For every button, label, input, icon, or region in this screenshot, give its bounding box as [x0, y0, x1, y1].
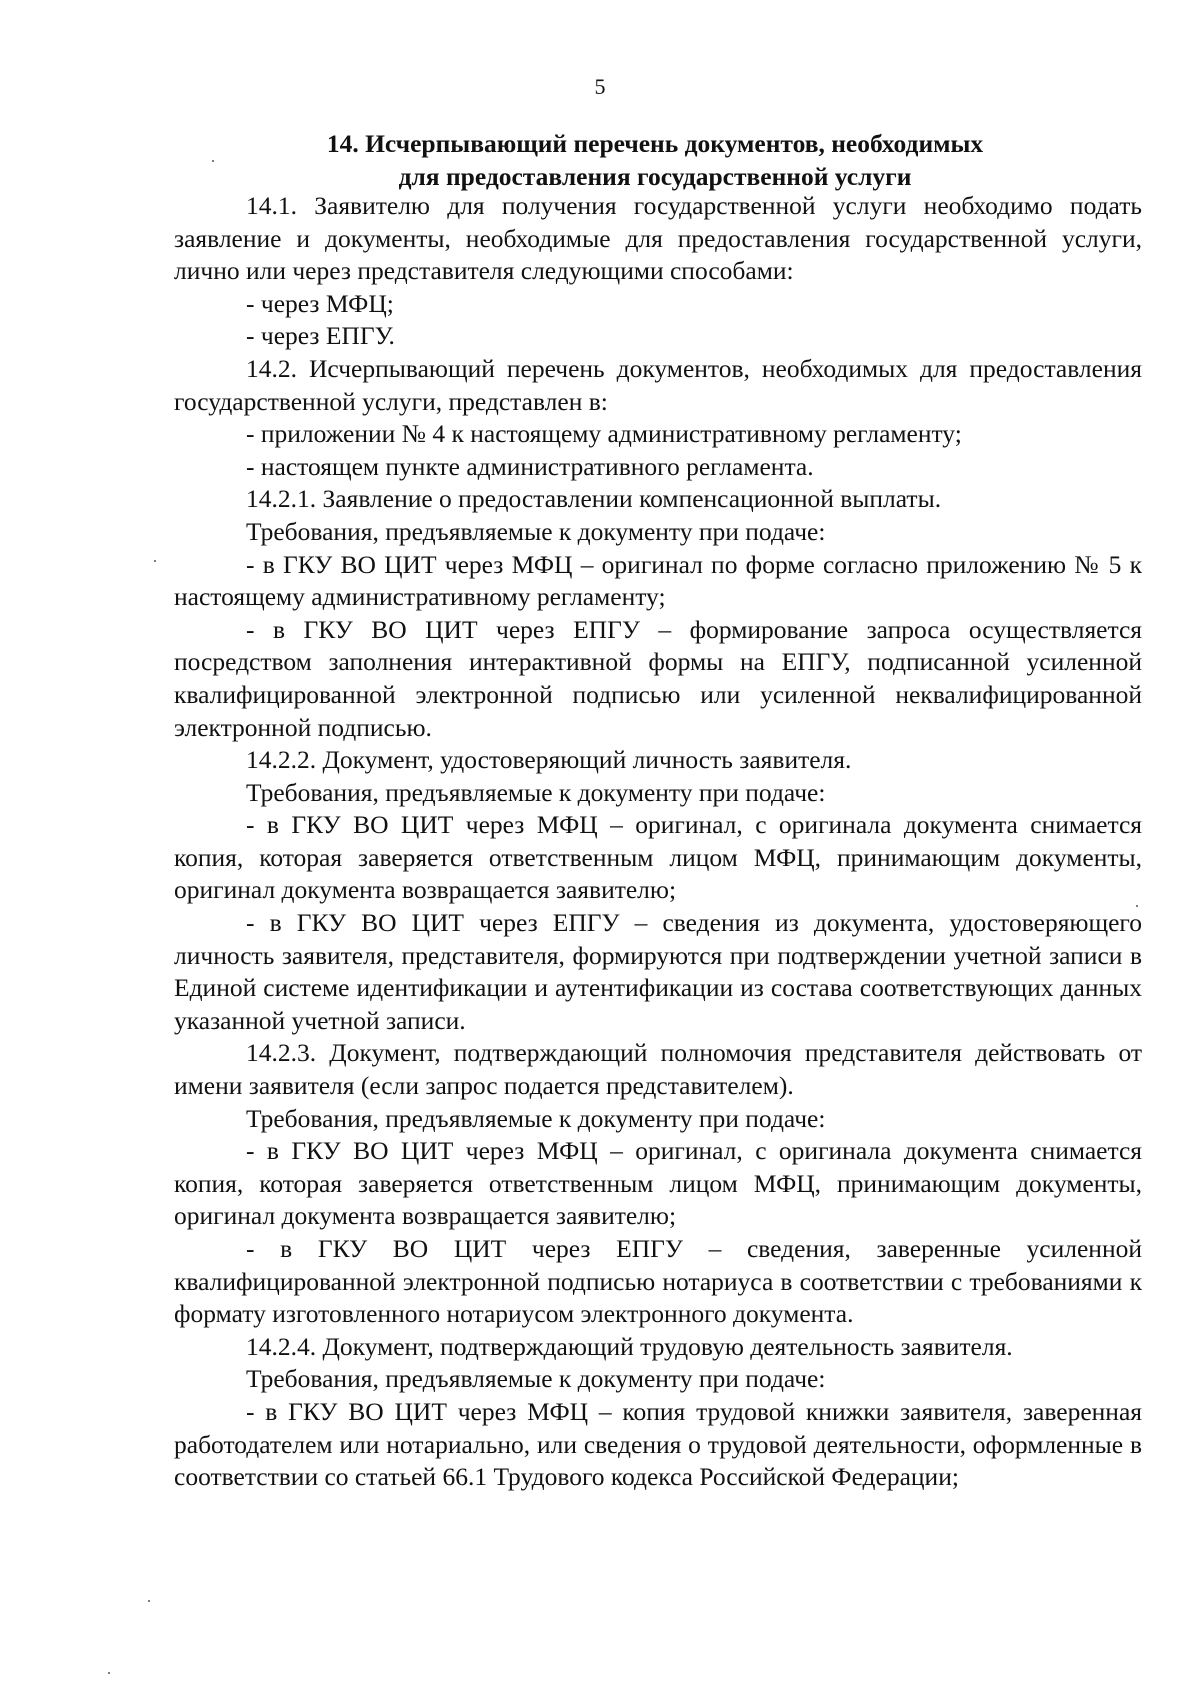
- list-item: - в ГКУ ВО ЦИТ через МФЦ – оригинал по форме согласно приложению № 5 к настоящему административному регламенту;: [174, 549, 1142, 612]
- subsection-title: 14.2.3. Документ, подтверждающий полномочия представителя действовать от имени заявителя (если запрос подается представителем).: [174, 1038, 1142, 1101]
- list-item: - через ЕПГУ.: [246, 321, 395, 351]
- requirements-intro: Требования, предъявляемые к документу при подаче:: [246, 1364, 826, 1394]
- list-item: - настоящем пункте административного регламента.: [246, 451, 814, 481]
- list-item: - в ГКУ ВО ЦИТ через МФЦ – оригинал, с оригинала документа снимается копия, которая заверяется ответственным лицом МФЦ, принимающим документы, оригинал документа возвращается заявителю;: [174, 810, 1142, 905]
- paragraph: 14.1. Заявителю для получения государственной услуги необходимо подать заявление и документы, необходимые для предоставления государственной услуги, лично или через представителя следующими способами:: [174, 191, 1142, 286]
- list-item: - приложении № 4 к настоящему административному регламенту;: [246, 419, 962, 449]
- scan-speck: [108, 1672, 110, 1674]
- scan-speck: [154, 560, 156, 562]
- scan-speck: [212, 160, 214, 162]
- scan-speck: [1136, 905, 1138, 907]
- list-item: - через МФЦ;: [246, 288, 394, 318]
- document-body: [174, 190, 1142, 1494]
- paragraph: 14.2. Исчерпывающий перечень документов, необходимых для предоставления государственной услуги, представлен в:: [174, 353, 1142, 416]
- requirements-intro: Требования, предъявляемые к документу при подаче:: [246, 777, 826, 807]
- requirements-intro: Требования, предъявляемые к документу при подаче:: [246, 1103, 826, 1133]
- list-item: - в ГКУ ВО ЦИТ через МФЦ – оригинал, с оригинала документа снимается копия, которая заверяется ответственным лицом МФЦ, принимающим документы, оригинал документа возвращается заявителю;: [174, 1136, 1142, 1231]
- list-item: - в ГКУ ВО ЦИТ через ЕПГУ – формирование запроса осуществляется посредством заполнения интерактивной формы на ЕПГУ, подписанной усиленной квалифицированной электронной подписью или усиленной неквалифицированной электронной подписью.: [174, 614, 1142, 742]
- subsection-title: 14.2.2. Документ, удостоверяющий личность заявителя.: [246, 745, 852, 775]
- scan-speck: [148, 1600, 150, 1602]
- subsection-title: 14.2.4. Документ, подтверждающий трудовую деятельность заявителя.: [246, 1331, 1013, 1361]
- list-item: - в ГКУ ВО ЦИТ через ЕПГУ – сведения из документа, удостоверяющего личность заявителя, представителя, формируются при подтверждении учетной записи в Единой системе идентификации и аутентификации из состава соответствующих данных указанной учетной записи.: [174, 908, 1142, 1035]
- requirements-intro: Требования, предъявляемые к документу при подаче:: [246, 516, 826, 546]
- page-number: 5: [594, 74, 606, 99]
- list-item: - в ГКУ ВО ЦИТ через МФЦ – копия трудовой книжки заявителя, заверенная работодателем или нотариально, или сведения о трудовой деятельности, оформленные в соответствии со статьей 66.1 Трудового кодекса Российской Федерации;: [174, 1396, 1142, 1492]
- section-heading: [170, 127, 1140, 193]
- subsection-title: 14.2.1. Заявление о предоставлении компенсационной выплаты.: [246, 484, 942, 514]
- section-heading-line-1: 14. Исчерпывающий перечень документов, необходимых: [326, 129, 984, 158]
- list-item: - в ГКУ ВО ЦИТ через ЕПГУ – сведения, заверенные усиленной квалифицированной электронной подписью нотариуса в соответствии с требованиями к формату изготовленного нотариусом электронного документа.: [174, 1234, 1142, 1329]
- section-heading-line-2: для предоставления государственной услуги: [398, 162, 912, 191]
